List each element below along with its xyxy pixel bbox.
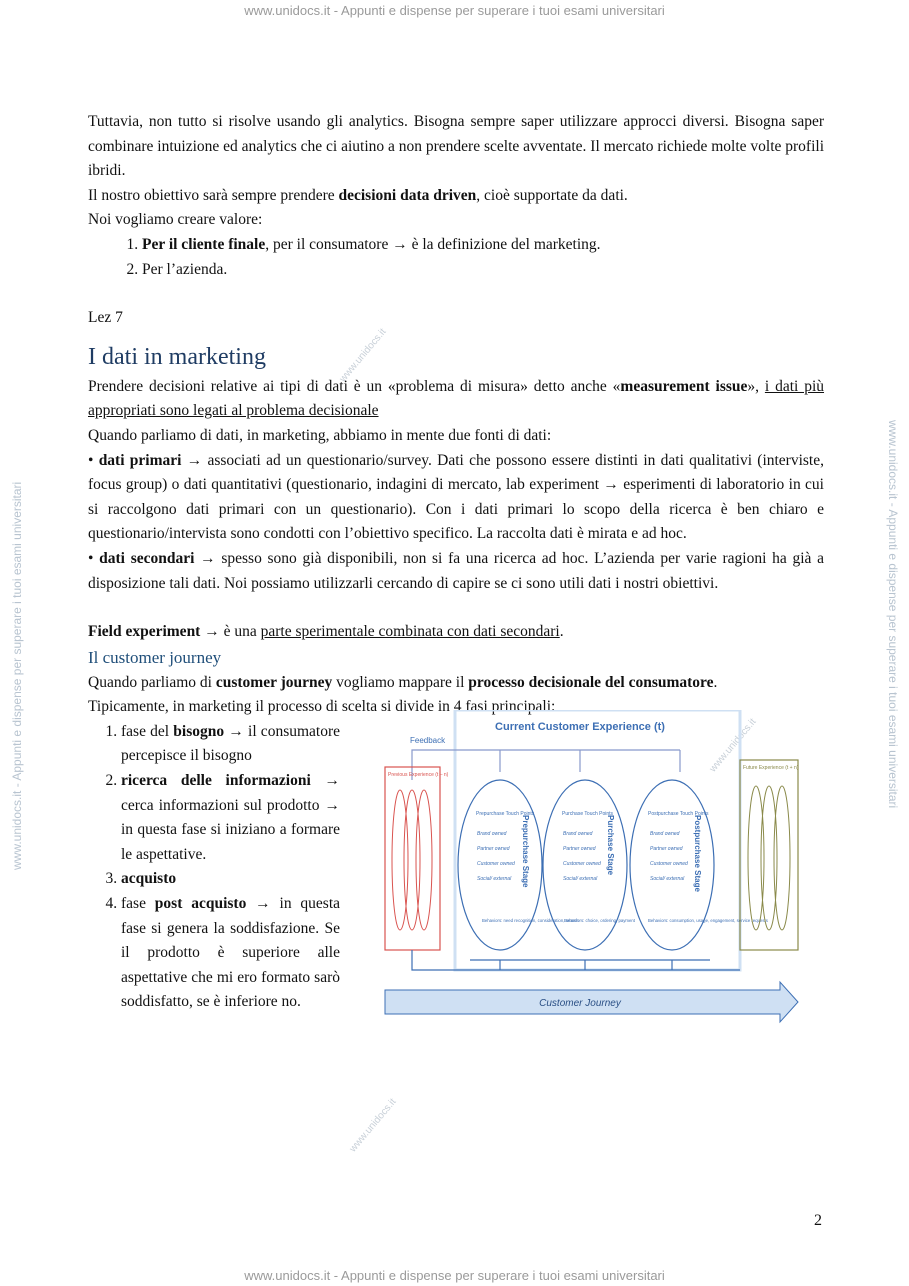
owned-label: Brand owned [650,830,680,837]
side-watermark-left: www.unidocs.it - Appunti e dispense per superare i tuoi esami universitari [10,481,24,870]
feedback-label: Feedback [410,735,446,745]
value-list [88,233,824,282]
behaviors-label: Behaviors: need recognition, consideration, search [482,917,579,923]
owned-label: Social/ external [477,875,512,882]
feedback-branches [500,750,680,772]
olive-ellipse [774,786,790,930]
paragraph: Tipicamente, in marketing il processo di scelta si divide in 4 fasi principali: [88,698,556,716]
paragraph: Tuttavia, non tutto si risolve usando gli analytics. Bisogna sempre saper utilizzare approcci diversi. Bisogna saper combinare intuizione ed analytics che ci aiutino a non prendere scelte avventate. Il mercato richiede molte volte profili ibridi. [88,113,824,180]
list-item: 2. Per l’azienda. [142,258,824,283]
figure-title: Current Customer Experience (t) [495,720,665,733]
subsection-heading: Il customer journey [88,647,222,667]
owned-label: Social/ external [650,875,685,882]
red-ellipse [392,790,408,930]
behaviors-label: Behaviors: consumption, usage, engagement, service requests [648,917,768,923]
olive-ellipse [748,786,764,930]
stage-label: Postpurchase Stage [693,814,702,892]
list-item: 3. acquisto [121,867,340,892]
owned-label: Customer owned [477,860,515,867]
phase-list [88,720,340,1015]
stage-label: Prepurchase Stage [521,814,530,888]
stage-touchpoints: Postpurchase Touch Points [648,810,709,817]
paragraph: • dati primari → associati ad un questionario/survey. Dati che possono essere distinti in dati qualitativi (interviste, focus group) o dati quantitativi (questionario, indagini di mercato, lab experiment → esperimenti di laboratorio in cui si raccolgono dati primari con un questionario). Con i dati primari lo scopo della ricerca è ben chiaro e questionario/intervista sono condotti con l’obiettivo specifico. La raccolta dati è mirata e ad hoc. [88,451,824,543]
red-ellipse [416,790,432,930]
owned-label: Customer owned [650,860,688,867]
stage-touchpoints: Purchase Touch Points [562,810,614,817]
side-watermark-right: www.unidocs.it - Appunti e dispense per superare i tuoi esami universitari [886,420,900,809]
stage-connectors [412,950,740,970]
customer-journey-figure [380,710,800,1030]
feedback-arrow [412,750,680,780]
paragraph: Il nostro obiettivo sarà sempre prendere decisioni data driven, cioè supportate da dati. [88,186,628,204]
section-heading: I dati in marketing [88,343,266,370]
watermark: www.unidocs.it [707,716,759,775]
owned-label: Partner owned [477,845,510,852]
document-body [88,110,824,1015]
list-item: 1. Per il cliente finale, per il consumatore → è la definizione del marketing. [142,233,824,258]
phase-column [88,720,340,1015]
owned-label: Brand owned [563,830,593,837]
page-footer: www.unidocs.it - Appunti e dispense per superare i tuoi esami universitari [244,1268,665,1283]
paragraph: Prendere decisioni relative ai tipi di dati è un «problema di misura» detto anche «measurement issue», i dati più appropriati sono legati al problema decisionale [88,377,825,420]
owned-label: Brand owned [477,830,507,837]
paragraph: • dati secondari → spesso sono già disponibili, non si fa una ricerca ad hoc. L’azienda per varie ragioni ha già a disposizione tali dati. Noi possiamo utilizzarli cercando di capire se ci sono utili dati i nostri obiettivi. [88,549,824,592]
owned-label: Partner owned [650,845,683,852]
owned-label: Social/ external [563,875,598,882]
stage-label: Purchase Stage [606,814,615,875]
list-item: 2. ricerca delle informazioni → cerca informazioni sul prodotto → in questa fase si iniziano a formare le aspettative. [121,769,340,867]
list-item: 1. fase del bisogno → il consumatore percepisce il bisogno [121,720,340,769]
owned-label: Customer owned [563,860,601,867]
lecture-label: Lez 7 [88,309,123,327]
previous-experience-label: Previous Experience (t – n) [388,771,449,778]
page-number: 2 [814,1212,822,1229]
page-header: www.unidocs.it - Appunti e dispense per superare i tuoi esami universitari [244,3,665,18]
olive-ellipse [761,786,777,930]
stage-touchpoints: Prepurchase Touch Points [476,810,535,817]
watermark: www.unidocs.it [337,326,389,385]
paragraph: Quando parliamo di dati, in marketing, abbiamo in mente due fonti di dati: [88,426,552,444]
customer-journey-label: Customer Journey [539,997,621,1009]
paragraph: Quando parliamo di customer journey vogliamo mappare il processo decisionale del consumatore. [88,673,718,691]
owned-label: Partner owned [563,845,596,852]
list-item: 4. fase post acquisto → in questa fase si genera la soddisfazione. Se il prodotto è superiore alle aspettative che mi ero formato sarò soddisfatto, se è inferiore no. [121,892,340,1015]
future-experience-label: Future Experience (t + n) [743,764,799,771]
paragraph: Field experiment → è una parte sperimentale combinata con dati secondari. [88,623,564,641]
journey-section [88,720,824,1015]
watermark: www.unidocs.it [347,1096,399,1155]
behaviors-label: Behaviors: choice, ordering, payment [564,917,635,923]
paragraph: Noi vogliamo creare valore: [88,211,263,229]
red-ellipse [404,790,420,930]
